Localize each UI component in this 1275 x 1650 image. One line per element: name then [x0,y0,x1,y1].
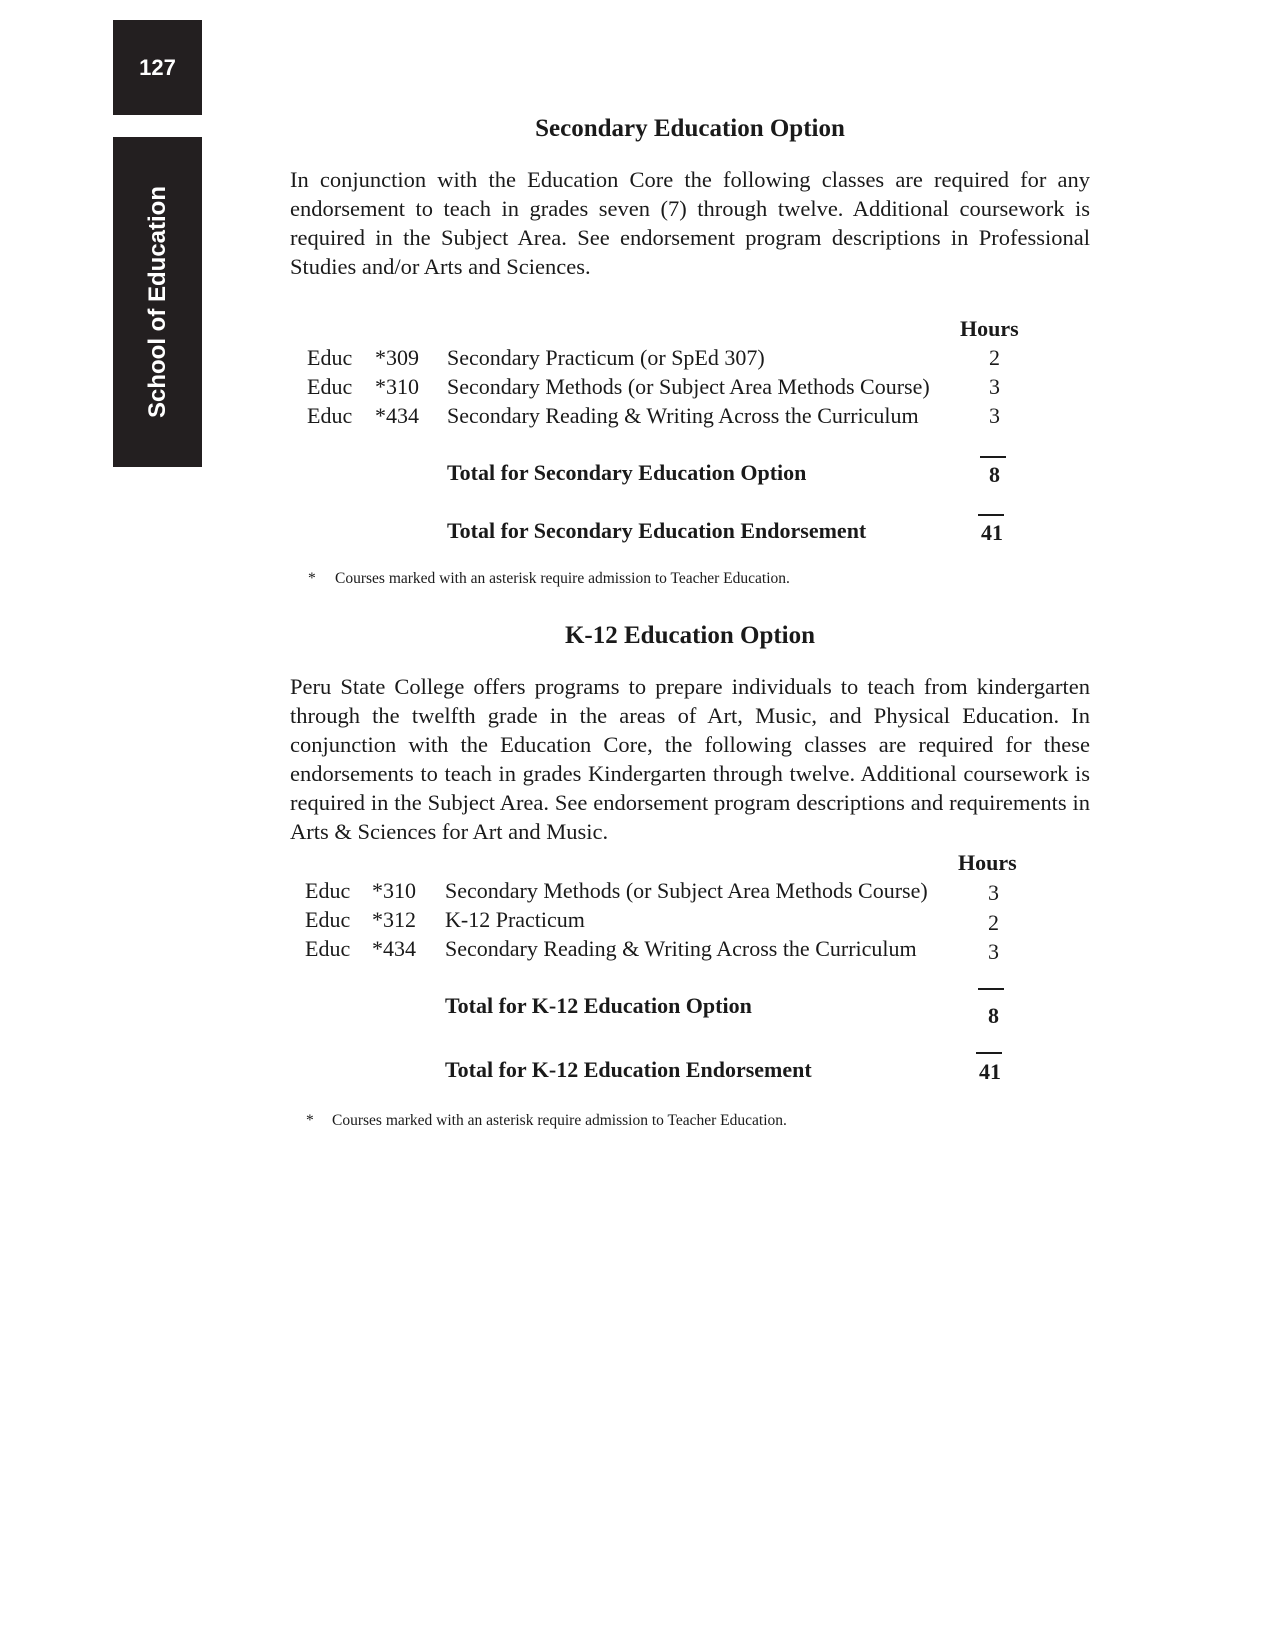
course-title: Secondary Methods (or Subject Area Methods Course) [447,374,930,399]
section-label: School of Education [143,186,171,418]
course-hours: 3 [989,374,1000,399]
course-title: Secondary Practicum (or SpEd 307) [447,345,765,370]
footnote-mark: * [306,1112,314,1129]
course-hours: 2 [988,910,999,935]
course-hours: 3 [988,939,999,964]
footnote-mark: * [308,570,316,587]
k12-footnote: Courses marked with an asterisk require admission to Teacher Education. [332,1112,787,1129]
course-title: Secondary Reading & Writing Across the Curriculum [445,936,917,961]
course-hours: 2 [989,345,1000,370]
section-tab [113,137,202,467]
course-number: *434 [375,403,419,428]
course-title: Secondary Methods (or Subject Area Methods Course) [445,878,928,903]
course-number: *310 [375,374,419,399]
course-number: *434 [372,936,416,961]
course-hours: 3 [989,403,1000,428]
page-number-tab [113,20,202,115]
course-number: *310 [372,878,416,903]
course-dept: Educ [305,878,351,903]
course-dept: Educ [307,374,353,399]
secondary-title: Secondary Education Option [535,115,845,142]
secondary-footnote: Courses marked with an asterisk require admission to Teacher Education. [335,570,790,587]
total-rule [980,456,1006,458]
k12-endorsement-total: 41 [979,1059,1001,1084]
k12-endorsement-total-label: Total for K-12 Education Endorsement [445,1057,812,1082]
course-title: Secondary Reading & Writing Across the Curriculum [447,403,919,428]
k12-intro: Peru State College offers programs to prepare individuals to teach from kindergarten through the twelfth grade in the areas of Art, Music, and Physical Education. In conjunction with the Education Core, the following classes are required for these endorsements to teach in grades Kindergarten through twelve. Additional coursework is required in the Subject Area. See endorsement program descriptions and requirements in Arts & Sciences for Art and Music. [290,674,1090,844]
secondary-intro: In conjunction with the Education Core the following classes are required for any endorsement to teach in grades seven (7) through twelve. Additional coursework is required in the Subject Area. See endorsement program descriptions in Professional Studies and/or Arts and Sciences. [290,167,1090,279]
page-number: 127 [139,54,176,80]
course-hours: 3 [988,880,999,905]
k12-option-total: 8 [988,1003,999,1028]
total-rule [978,988,1004,990]
secondary-option-total: 8 [989,462,1000,487]
total-rule [976,1052,1002,1054]
course-number: *309 [375,345,419,370]
course-dept: Educ [305,936,351,961]
course-title: K-12 Practicum [445,907,585,932]
secondary-hours-header: Hours [960,316,1019,341]
secondary-option-total-label: Total for Secondary Education Option [447,460,807,485]
total-rule [978,514,1004,516]
k12-option-total-label: Total for K-12 Education Option [445,993,752,1018]
course-number: *312 [372,907,416,932]
secondary-endorsement-total-label: Total for Secondary Education Endorsement [447,518,867,543]
secondary-endorsement-total: 41 [981,520,1003,545]
course-dept: Educ [307,403,353,428]
course-dept: Educ [307,345,353,370]
course-dept: Educ [305,907,351,932]
k12-hours-header: Hours [958,850,1017,875]
k12-title: K-12 Education Option [564,622,816,649]
